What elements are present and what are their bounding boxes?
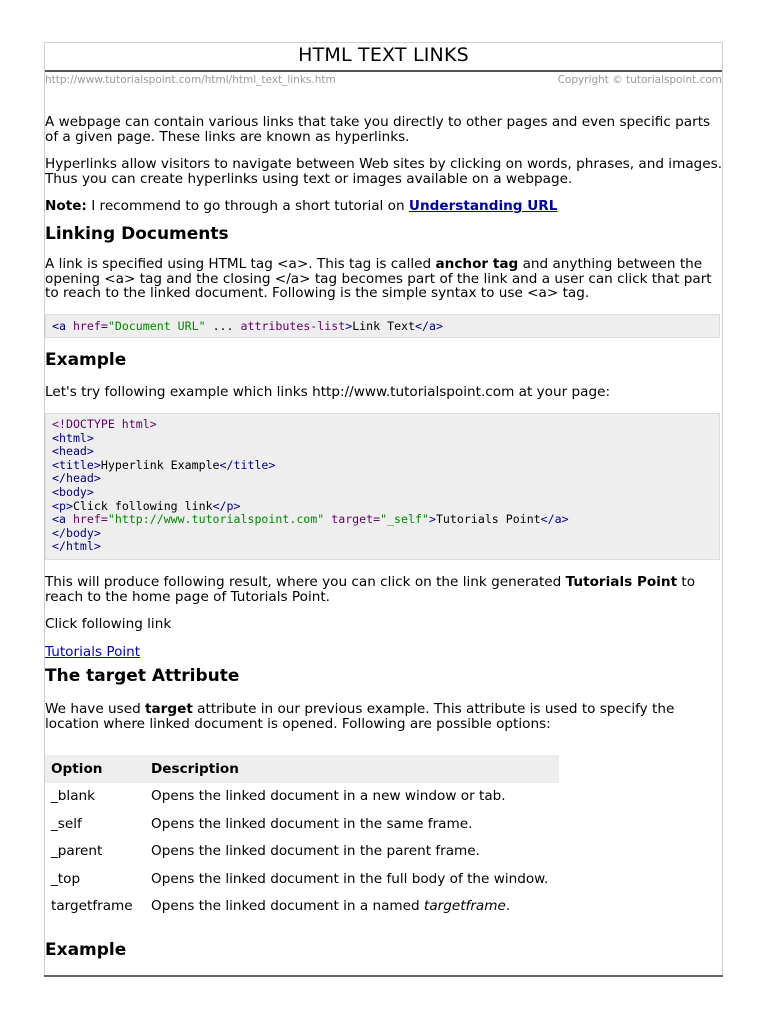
code-token: href= [65,319,108,333]
title-divider [45,70,722,72]
output-link-line [45,645,140,660]
code-token: <p> [52,498,73,513]
anchor-tag-bold: anchor tag [435,256,519,272]
page-meta [45,74,722,88]
source-url: http://www.tutorialspoint.com/html/html_text_links.htm [45,74,336,86]
example-intro: Let's try following example which links http://www.tutorialspoint.com at your page: [45,384,611,400]
code-line [52,486,713,500]
heading-example-2: Example [45,940,127,960]
description-text: . [505,898,511,914]
code-token: Hyperlink Example [100,457,220,472]
note-label: Note: [45,198,87,214]
option-cell: _self [51,815,82,832]
code-token: </html> [52,539,101,554]
code-line [52,540,713,554]
code-line [52,445,713,459]
copyright-notice: Copyright © tutorialspoint.com [557,74,722,86]
table-row [45,810,559,837]
code-token: </a> [415,319,443,333]
note-text: I recommend to go through a short tutorial on [86,198,409,214]
code-line [52,432,713,446]
target-text-b: attribute in our previous example. This attribute is used to specify the location where linked document is opened. Following are possible options: [45,701,675,732]
result-paragraph [45,575,724,604]
table-row [45,865,559,892]
target-options-table [45,755,559,920]
result-text-b: to reach to the home page of Tutorials Point. [45,574,696,605]
option-cell: _top [51,870,81,887]
code-token: <body> [52,484,94,499]
description-cell: Opens the linked document in the parent frame. [151,843,480,860]
code-token: <title> [52,457,101,472]
heading-linking-documents: Linking Documents [45,224,229,244]
code-line [52,513,713,527]
description-cell [145,893,559,920]
option-cell: targetframe [51,898,133,914]
table-row [45,893,559,920]
code-token: "http://www.tutorialspoint.com" [107,512,325,527]
code-token: </p> [212,498,241,513]
heading-example: Example [45,350,127,370]
table-row [45,838,559,865]
tutorials-point-link[interactable]: Tutorials Point [45,644,141,660]
code-token: <!DOCTYPE html> [52,417,157,431]
code-token: <html> [52,430,94,445]
description-cell: Opens the linked document in the full body of the window. [151,870,549,887]
option-cell: _parent [51,843,103,860]
linking-text-a: A link is specified using HTML tag <a>. This tag is called [45,256,436,272]
description-emphasis: targetframe [423,898,506,914]
table-header-row [45,755,559,783]
description-cell: Opens the linked document in a new window or tab. [151,788,506,805]
result-bold: Tutorials Point [565,574,678,590]
code-line [52,418,713,432]
code-token: "Document URL" [107,319,206,333]
page-bottom-rule [44,975,723,977]
target-text-a: We have used [45,701,146,717]
intro-paragraph-1: A webpage can contain various links that take you directly to other pages and even specific parts of a given page. These links are known as hyperlinks. [45,114,711,145]
linking-paragraph [45,257,724,301]
code-token: > [345,319,353,333]
code-token: </a> [540,512,569,527]
code-line [52,527,713,541]
code-token: attributes-list [240,319,346,333]
code-token: <head> [52,444,94,459]
code-line [52,459,713,473]
column-header-description: Description [145,755,559,783]
code-token: target= [324,512,381,527]
code-token: "_self" [380,512,429,527]
code-token: <a [52,512,66,527]
code-token: Click following link [72,498,213,513]
syntax-code-block [45,314,720,338]
code-token: Link Text [352,319,416,333]
page-title: HTML TEXT LINKS [298,44,469,66]
code-token: Tutorials Point [435,512,541,527]
code-line [52,472,713,486]
code-token: > [428,512,436,527]
description-cell: Opens the linked document in the same frame. [151,815,473,832]
code-token: </title> [219,457,276,472]
description-text: Opens the linked document in a named [151,898,424,914]
target-bold: target [145,701,193,717]
example-code-block [45,413,720,560]
code-token: <a [52,319,66,333]
output-text: Click following link [45,616,172,632]
column-header-option: Option [45,755,145,783]
code-token: </head> [52,471,101,486]
document-page [44,42,723,977]
target-paragraph [45,702,724,731]
code-token: </body> [52,525,101,540]
understanding-url-link[interactable]: Understanding URL [408,198,558,214]
linking-text-b: and anything between the opening <a> tag and the closing </a> tag becomes part of the link and a user can click that part to reach to the linked document. Following is the simple syntax to use <a> tag. [45,256,712,301]
code-line [52,500,713,514]
note-paragraph [45,199,557,214]
heading-target-attribute: The target Attribute [45,666,240,686]
table-row [45,783,559,810]
code-token: href= [65,512,108,527]
intro-paragraph-2: Hyperlinks allow visitors to navigate between Web sites by clicking on words, phrases, and images. Thus you can create hyperlinks using text or images available on a webpage. [45,156,723,187]
code-token: ... [205,319,241,333]
option-cell: _blank [51,788,96,805]
result-text-a: This will produce following result, where you can click on the link generated [45,574,566,590]
